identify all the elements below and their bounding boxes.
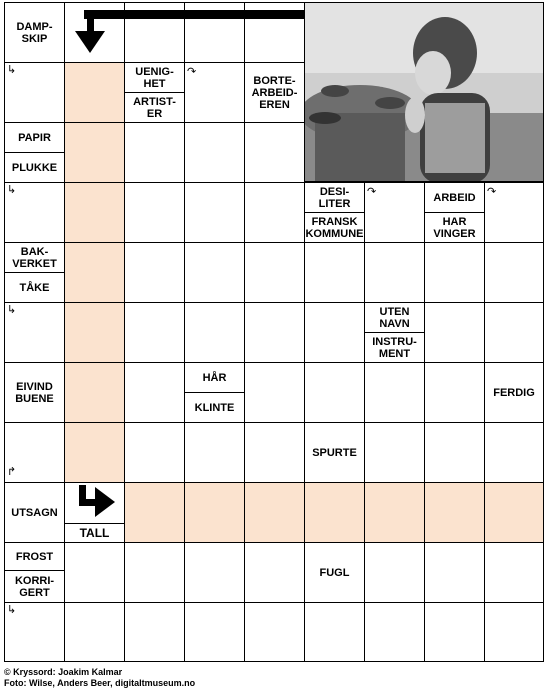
corner-arrow-icon: ↱ [7,466,17,478]
grid-cell[interactable] [244,242,305,303]
right-arrow-icon: ↷ [367,186,377,198]
clue-cell [304,422,365,483]
grid-cell[interactable] [64,602,125,662]
grid-cell[interactable] [304,242,365,303]
corner-arrow-icon: ↳ [7,304,17,316]
clue-dampskip: DAMP- SKIP [16,20,53,45]
corner-arrow-icon: ↳ [7,604,17,616]
solution-cell[interactable] [64,182,125,243]
grid-cell[interactable] [364,422,425,483]
grid-cell[interactable] [304,362,365,423]
top-bar-arrow [84,10,324,30]
grid-cell[interactable] [484,542,544,603]
clue-har-vinger: HAR VINGER [433,215,476,240]
solution-cell[interactable] [424,482,485,543]
grid-cell[interactable] [244,422,305,483]
grid-cell[interactable] [304,302,365,363]
crossword-grid [4,2,544,662]
clue-cell [304,182,365,243]
clue-bakverket: BAK- VERKET [5,243,64,273]
grid-cell[interactable] [244,122,305,183]
clue-cell [4,482,65,543]
grid-cell[interactable] [4,62,65,123]
grid-cell[interactable] [364,542,425,603]
grid-cell[interactable] [424,602,485,662]
clue-har: HÅR [185,363,244,393]
solution-cell[interactable] [124,482,185,543]
grid-cell[interactable] [124,542,185,603]
clue-cell [4,2,65,63]
grid-cell[interactable] [484,242,544,303]
grid-cell[interactable] [184,182,245,243]
grid-cell[interactable] [124,122,185,183]
grid-cell[interactable] [424,302,485,363]
photo [304,2,544,182]
clue-cell [4,362,65,423]
right-arrow-icon: ↷ [487,186,497,198]
grid-cell[interactable] [184,122,245,183]
grid-cell[interactable] [364,362,425,423]
corner-arrow-icon: ↳ [7,184,17,196]
grid-cell[interactable] [484,302,544,363]
clue-uenighet: UENIG- HET [125,63,184,93]
grid-cell[interactable] [124,302,185,363]
grid-cell[interactable] [364,242,425,303]
clue-cell [124,62,185,123]
grid-cell[interactable] [184,302,245,363]
clue-arbeid: ARBEID [425,183,484,213]
clue-cell [304,542,365,603]
clue-utsagn: UTSAGN [11,506,58,519]
solution-cell[interactable] [244,482,305,543]
right-arrow-icon: ↷ [187,66,197,78]
grid-cell[interactable] [184,602,245,662]
solution-cell[interactable] [64,62,125,123]
solution-cell[interactable] [364,482,425,543]
grid-cell[interactable] [4,182,65,243]
clue-plukke: PLUKKE [11,161,58,174]
arrow-cell [64,482,125,543]
grid-cell[interactable] [424,542,485,603]
grid-cell[interactable] [124,242,185,303]
clue-artister: ARTIST- ER [133,95,176,120]
grid-cell[interactable] [184,422,245,483]
grid-cell[interactable] [304,602,365,662]
turn-arrow-icon [65,483,124,523]
grid-cell[interactable] [4,302,65,363]
clue-cell [244,62,305,123]
clue-cell [4,242,65,303]
grid-cell[interactable] [424,242,485,303]
grid-cell[interactable] [244,602,305,662]
clue-frost: FROST [5,543,64,571]
clue-papir: PAPIR [5,123,64,153]
grid-cell[interactable] [364,182,425,243]
grid-cell[interactable] [244,362,305,423]
clue-cell [484,362,544,423]
solution-cell[interactable] [484,482,544,543]
grid-cell[interactable] [184,62,245,123]
grid-cell[interactable] [484,422,544,483]
solution-cell[interactable] [184,482,245,543]
clue-desiliter: DESI- LITER [305,183,364,213]
grid-cell[interactable] [364,602,425,662]
grid-cell[interactable] [484,182,544,243]
clue-cell [4,542,65,603]
grid-cell[interactable] [4,422,65,483]
clue-eivind-buene: EIVIND BUENE [15,380,54,405]
solution-cell[interactable] [64,242,125,303]
grid-cell[interactable] [244,182,305,243]
grid-cell[interactable] [4,602,65,662]
grid-cell[interactable] [124,362,185,423]
clue-cell [4,122,65,183]
clue-take: TÅKE [19,281,50,294]
grid-cell[interactable] [244,542,305,603]
clue-tall: TALL [65,523,124,542]
grid-cell[interactable] [124,422,185,483]
grid-cell[interactable] [124,602,185,662]
crossword-credit: © Kryssord: Joakim Kalmar [4,667,123,677]
grid-cell[interactable] [484,602,544,662]
corner-arrow-icon: ↳ [7,64,17,76]
grid-cell[interactable] [184,242,245,303]
grid-cell[interactable] [64,542,125,603]
clue-cell [424,182,485,243]
solution-cell[interactable] [304,482,365,543]
clue-spurte: SPURTE [312,446,357,459]
clue-klinte: KLINTE [194,401,235,414]
grid-cell[interactable] [124,182,185,243]
grid-cell[interactable] [424,362,485,423]
solution-cell[interactable] [64,362,125,423]
clue-fransk-kommune: FRANSK KOMMUNE [305,215,364,240]
solution-cell[interactable] [64,122,125,183]
clue-fugl: FUGL [319,566,350,579]
grid-cell[interactable] [244,302,305,363]
clue-cell [364,302,425,363]
photo-credit: Foto: Wilse, Anders Beer, digitaltmuseum.no [4,678,196,688]
clue-instrument: INSTRU- MENT [372,335,417,360]
grid-cell[interactable] [424,422,485,483]
solution-cell[interactable] [64,302,125,363]
child-drinking-fountain-image [305,3,544,182]
solution-cell[interactable] [64,422,125,483]
clue-cell [184,362,245,423]
credits [4,667,195,689]
clue-bortearbeideren: BORTE- ARBEID- EREN [251,74,298,111]
grid-cell[interactable] [184,542,245,603]
clue-uten-navn: UTEN NAVN [365,303,424,333]
clue-ferdig: FERDIG [493,386,535,399]
clue-korrigert: KORRI- GERT [14,574,55,599]
